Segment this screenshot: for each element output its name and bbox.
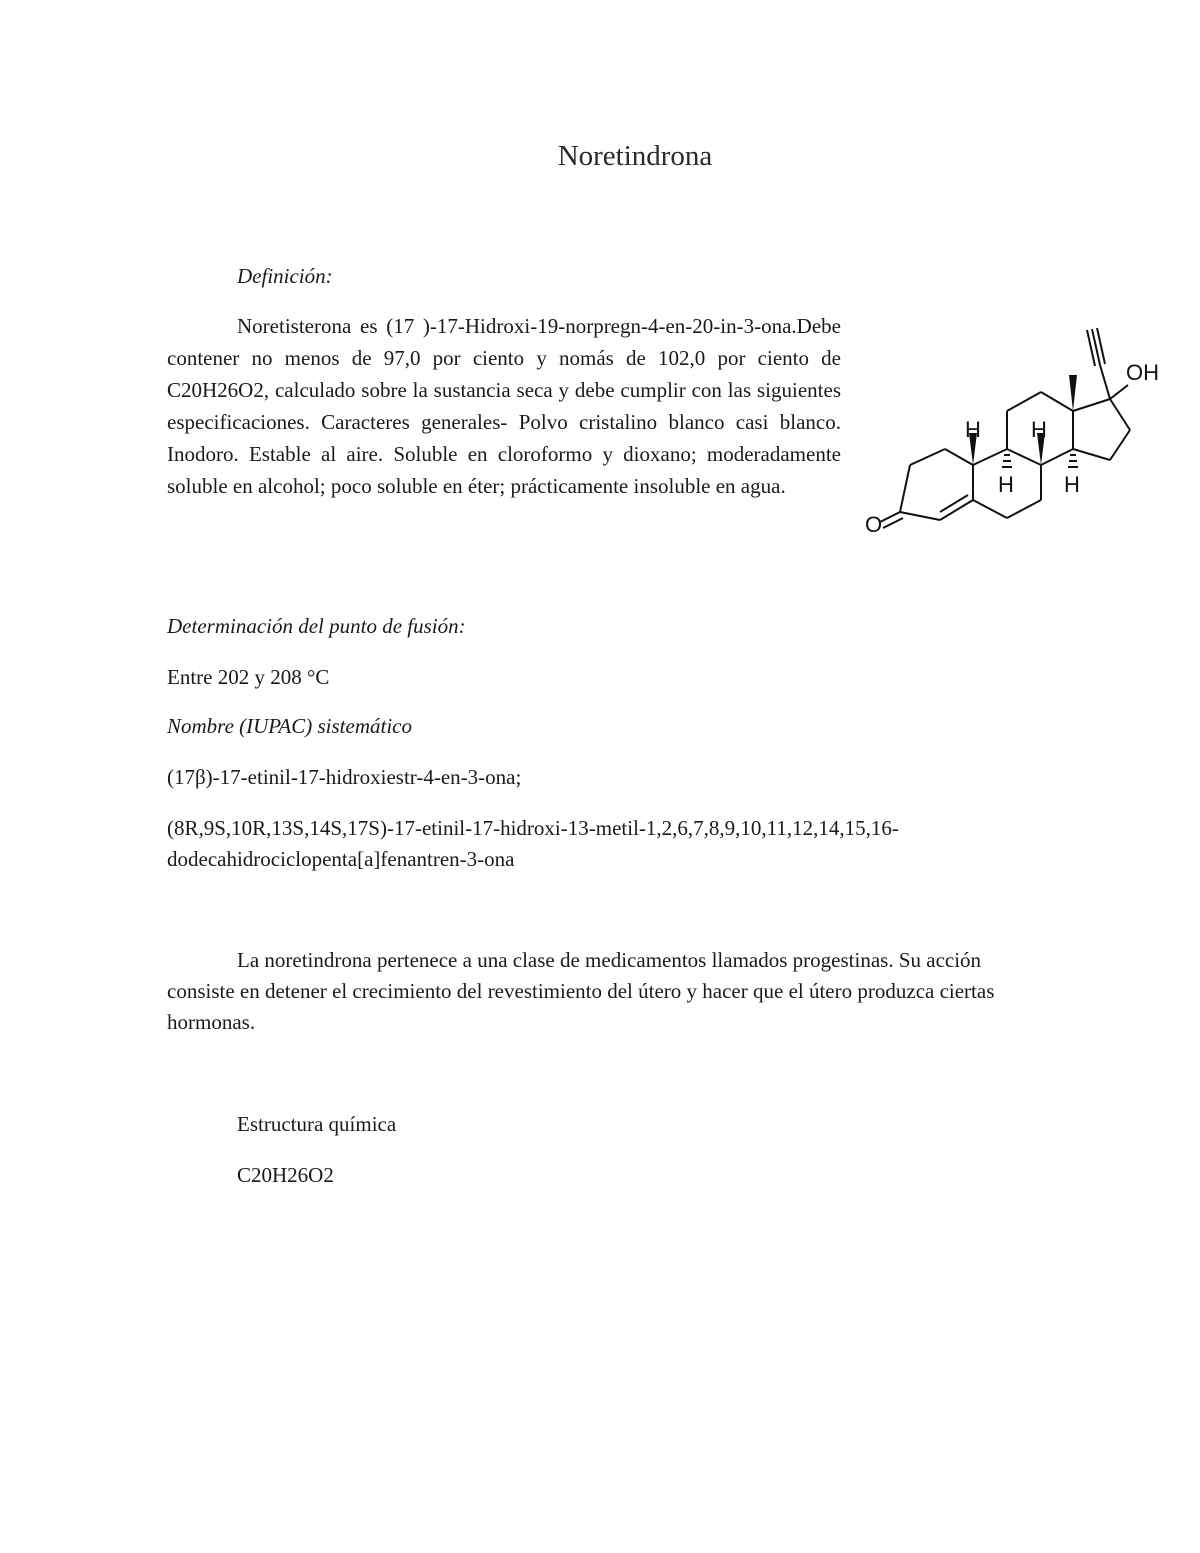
iupac-heading: Nombre (IUPAC) sistemático <box>167 714 412 738</box>
hydrogen-label: H <box>1064 472 1080 497</box>
hydrogen-label: H <box>965 417 981 442</box>
bond <box>1110 385 1128 399</box>
bond <box>1073 449 1110 460</box>
iupac-name-full: (8R,9S,10R,13S,14S,17S)-17-etinil-17-hidroxi-13-metil-1,2,6,7,8,9,10,11,12,14,15,16-dodecahidrociclopenta[a]fenantren-3-ona <box>167 816 899 871</box>
bond <box>1041 392 1073 411</box>
melting-point-value: Entre 202 y 208 °C <box>167 665 330 689</box>
hydrogen-label: H <box>998 472 1014 497</box>
structure-label: Estructura química <box>237 1112 397 1136</box>
bond <box>900 512 940 520</box>
bond <box>1007 449 1041 465</box>
bond <box>1100 365 1110 399</box>
melting-point-heading: Determinación del punto de fusión: <box>167 614 466 638</box>
oxygen-label: O <box>865 512 883 537</box>
definition-text: Noretisterona es (17 )-17-Hidroxi-19-norpregn-4-en-20-in-3-ona.Debe contener no menos de 97,0 por ciento y nomás de 102,0 por ciento de C20H26O2, calculado sobre la sustancia seca y debe cumplir con las siguientes especificaciones. Caracteres generales- Polvo cristalino blanco casi blanco. Inodoro. Estable al aire. Soluble en cloroformo y dioxano; moderadamente soluble en alcohol; poco soluble en éter; prácticamente insoluble en agua. <box>167 314 841 498</box>
methyl-wedge <box>1069 375 1077 411</box>
definition-heading: Definición: <box>237 264 333 288</box>
description-paragraph <box>167 945 1017 1038</box>
bond <box>973 500 1007 518</box>
bond <box>1007 500 1041 518</box>
bond <box>910 449 945 465</box>
bond <box>1110 430 1130 460</box>
bond <box>973 449 1007 465</box>
bond <box>900 465 910 512</box>
bond <box>1073 399 1110 411</box>
iupac-name-short: (17β)-17-etinil-17-hidroxiestr-4-en-3-ona; <box>167 765 522 789</box>
description-text: La noretindrona pertenece a una clase de medicamentos llamados progestinas. Su acción consiste en detener el crecimiento del revestimiento del útero y hacer que el útero produzca ciertas hormonas. <box>167 948 995 1034</box>
hydroxyl-label: OH <box>1126 360 1159 385</box>
bond <box>1007 392 1041 411</box>
bond <box>1041 449 1073 465</box>
bond <box>1110 399 1130 430</box>
bond <box>945 449 973 465</box>
definition-paragraph <box>167 310 841 502</box>
hydrogen-label: H <box>1031 417 1047 442</box>
chemical-structure-diagram <box>860 315 1180 545</box>
document-title: Noretindrona <box>557 140 713 172</box>
chemical-formula: C20H26O2 <box>237 1163 334 1187</box>
double-bond-line <box>940 495 968 512</box>
